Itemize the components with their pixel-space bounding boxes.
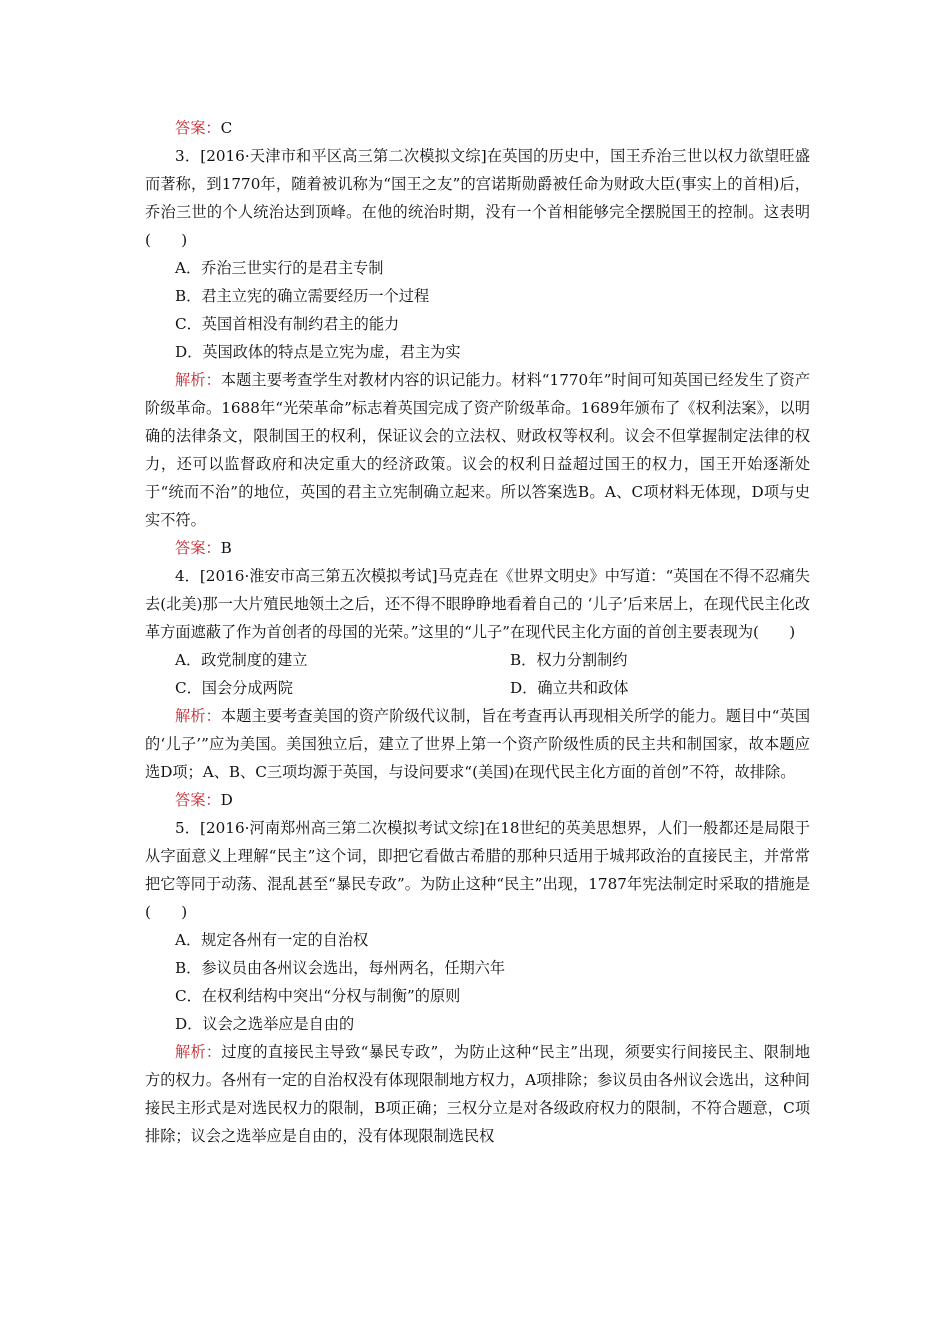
q4-options-row-1 xyxy=(145,646,810,674)
question-3-stem: 3．[2016·天津市和平区高三第二次模拟文综]在英国的历史中，国王乔治三世以权力欲望旺盛而著称，到1770年，随着被讥称为“国王之友”的宫诺斯勋爵被任命为财政大臣(事实上的首相)后，乔治三世的个人统治达到顶峰。在他的统治时期，没有一个首相能够完全摆脱国王的控制。这表明( ) xyxy=(145,147,810,249)
q4-option-d: D．确立共和政体 xyxy=(510,679,629,697)
q3-analysis-text: 本题主要考查学生对教材内容的识记能力。材料“1770年”时间可知英国已经发生了资产阶级革命。1688年“光荣革命”标志着英国完成了资产阶级革命。1689年颁布了《权利法案》，以明确的法律条文，限制国王的权利，保证议会的立法权、财政权等权利。议会不但掌握制定法律的权力，还可以监督政府和决定重大的经济政策。议会的权利日益超过国王的权力，国王开始逐渐处于“统而不治”的地位，英国的君主立宪制确立起来。所以答案选B。A、C项材料无体现，D项与史实不符。 xyxy=(145,371,811,529)
answer-value: C xyxy=(220,119,233,137)
question-5-stem: 5．[2016·河南郑州高三第二次模拟考试文综]在18世纪的英美思想界，人们一般都还是局限于从字面意义上理解“民主”这个词，即把它看做古希腊的那种只适用于城邦政治的直接民主，并常常把它等同于动荡、混乱甚至“暴民专政”。为防止这种“民主”出现，1787年宪法制定时采取的措施是( ) xyxy=(145,819,810,921)
analysis-label: 解析： xyxy=(175,707,221,725)
q3-option-a: A．乔治三世实行的是君主专制 xyxy=(175,259,384,277)
q4-option-b: B．权力分割制约 xyxy=(510,651,628,669)
question-4-stem: 4．[2016·淮安市高三第五次模拟考试]马克垚在《世界文明史》中写道：“英国在不得不忍痛失去(北美)那一大片殖民地领土之后，还不得不眼睁睁地看着自己的 ‘儿子’后来居上，在现代民主化改革方面遮蔽了作为首创者的母国的光荣。”这里的“儿子”在现代民主化方面的首创主要表现为( ) xyxy=(145,567,810,641)
q5-option-b: B．参议员由各州议会选出，每州两名，任期六年 xyxy=(175,959,506,977)
analysis-label: 解析： xyxy=(175,371,221,389)
analysis-label: 解析： xyxy=(175,1043,222,1061)
answer-label: 答案： xyxy=(175,791,221,809)
q3-analysis xyxy=(145,366,810,534)
answer-label: 答案： xyxy=(175,539,221,557)
q4-answer-line xyxy=(145,786,810,814)
q5-analysis xyxy=(145,1038,810,1150)
q4-answer: D xyxy=(220,791,233,809)
q4-analysis xyxy=(145,702,810,786)
q4-option-c: C．国会分成两院 xyxy=(175,679,293,697)
q5-option-d: D．议会之选举应是自由的 xyxy=(175,1015,355,1033)
q5-analysis-text: 过度的直接民主导致“暴民专政”，为防止这种“民主”出现，须要实行间接民主、限制地方的权力。各州有一定的自治权没有体现限制地方权力，A项排除；参议员由各州议会选出，这种间接民主形式是对选民权力的限制，B项正确；三权分立是对各级政府权力的限制，不符合题意，C项排除；议会之选举应是自由的，没有体现限制选民权 xyxy=(145,1043,811,1145)
answer-line xyxy=(145,114,810,142)
q4-option-a: A．政党制度的建立 xyxy=(175,651,308,669)
document-page xyxy=(145,114,810,1150)
q3-option-b: B．君主立宪的确立需要经历一个过程 xyxy=(175,287,430,305)
q5-option-c: C．在权利结构中突出“分权与制衡”的原则 xyxy=(175,987,461,1005)
q4-analysis-text: 本题主要考查美国的资产阶级代议制，旨在考查再认再现相关所学的能力。题目中“英国的‘儿子’”应为美国。美国独立后，建立了世界上第一个资产阶级性质的民主共和制国家，故本题应选D项；A、B、C三项均源于英国，与设问要求“(美国)在现代民主化方面的首创”不符，故排除。 xyxy=(145,707,811,781)
q4-options-row-2 xyxy=(145,674,810,702)
q3-answer-line xyxy=(145,534,810,562)
q3-option-d: D．英国政体的特点是立宪为虚，君主为实 xyxy=(175,343,461,361)
answer-label: 答案： xyxy=(175,119,221,137)
q3-option-c: C．英国首相没有制约君主的能力 xyxy=(175,315,400,333)
q3-answer: B xyxy=(220,539,232,557)
q5-option-a: A．规定各州有一定的自治权 xyxy=(175,931,369,949)
